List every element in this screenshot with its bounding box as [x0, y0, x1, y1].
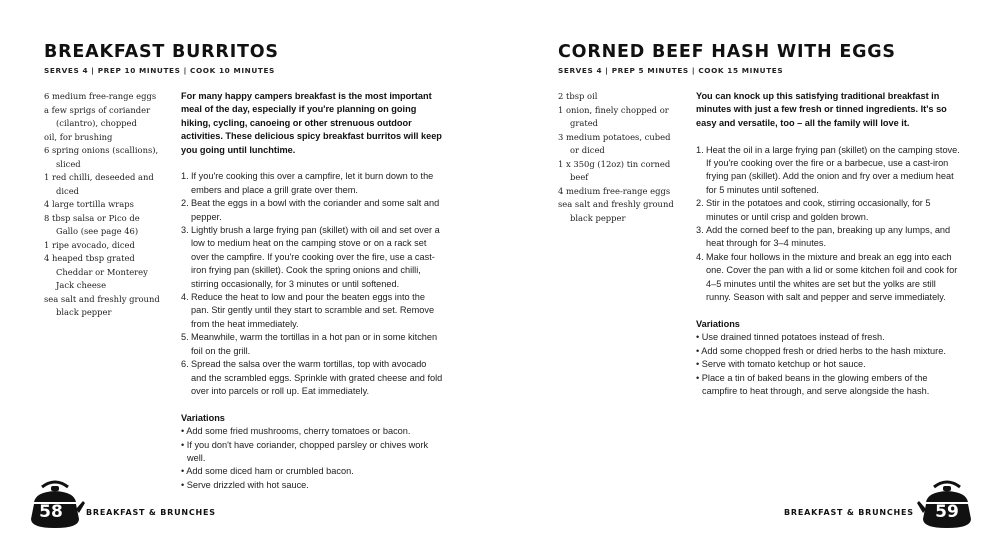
step-number: 3.: [181, 225, 189, 236]
step-number: 5.: [181, 332, 189, 343]
ingredient-item: 4 medium free-range eggs: [558, 185, 671, 196]
method-step: [696, 144, 960, 198]
bullet-icon: •: [696, 359, 702, 370]
ingredient-list: [558, 90, 682, 225]
bullet-icon: •: [696, 332, 702, 343]
recipe-intro: For many happy campers breakfast is the most important meal of the day, especially if you're planning on going hiking, cycling, canoeing or other strenuous outdoor activities. These delicious spicy breakfast burritos will keep you going until lunchtime.: [181, 91, 442, 155]
recipe-title: CORNED BEEF HASH WITH EGGS: [558, 42, 896, 62]
method-column: [181, 90, 443, 492]
step-text: Spread the salsa over the warm tortillas, top with avocado and the scrambled eggs. Sprinkle with grated cheese and fold over into parcels or roll up. Eat immediately.: [191, 359, 443, 396]
variations-list: [696, 331, 960, 398]
variation-text: If you don't have coriander, chopped parsley or chives work well.: [186, 439, 429, 463]
step-text: Meanwhile, warm the tortillas in a hot pan or in some kitchen foil on the grill.: [191, 332, 438, 356]
ingredient-item: sea salt and freshly ground black pepper: [44, 293, 160, 317]
ingredient-item: 8 tbsp salsa or Pico de Gallo (see page 46): [44, 212, 140, 236]
ingredient-item: 4 heaped tbsp grated Cheddar or Monterey Jack cheese: [44, 253, 148, 290]
bullet-icon: •: [696, 345, 702, 356]
recipe-meta: SERVES 4 | PREP 5 MINUTES | COOK 15 MINUTES: [558, 66, 784, 75]
step-text: Stir in the potatoes and cook, stirring occasionally, for 5 minutes or until crisp and golden brown.: [706, 198, 931, 222]
method-step: [696, 251, 960, 305]
variation-text: Place a tin of baked beans in the glowing embers of the campfire to heat through, and serve alongside the hash.: [701, 372, 930, 396]
ingredient-item: sea salt and freshly ground black pepper: [558, 199, 674, 223]
step-number: 1.: [696, 144, 704, 155]
step-number: 4.: [181, 292, 189, 303]
variation-item: [181, 425, 443, 438]
ingredient-item: 6 medium free-range eggs: [44, 91, 157, 101]
method-step: [181, 170, 443, 197]
step-text: Heat the oil in a large frying pan (skillet) on the camping stove. If you're cooking over the fire or a barbecue, use a cast-iron frying pan (skillet). Add the onion and fry over a medium heat for 5 minutes until softened.: [706, 144, 960, 195]
step-number: 2.: [181, 198, 189, 209]
recipe-intro: You can knock up this satisfying traditional breakfast in minutes with just a few fresh or tinned ingredients. It's so easy and versatile, too – all the family will love it.: [696, 91, 947, 128]
step-text: Make four hollows in the mixture and break an egg into each one. Cover the pan with a lid or some kitchen foil and cook for 4–5 minutes until the whites are set but the yolks are still runny. Season with salt and pepper and serve immediately.: [706, 251, 958, 303]
ingredient-item: 1 x 350g (12oz) tin corned beef: [558, 158, 671, 182]
method-steps: [696, 144, 960, 305]
method-step: [181, 197, 443, 224]
variation-item: [181, 439, 443, 466]
recipe-meta: SERVES 4 | PREP 10 MINUTES | COOK 10 MINUTES: [44, 66, 275, 75]
step-text: Beat the eggs in a bowl with the coriander and some salt and pepper.: [191, 198, 440, 222]
recipe-title: BREAKFAST BURRITOS: [44, 42, 279, 62]
ingredient-item: a few sprigs of coriander (cilantro), chopped: [44, 104, 151, 128]
variation-text: Add some chopped fresh or dried herbs to the hash mixture.: [701, 345, 946, 356]
step-number: 3.: [696, 225, 704, 236]
ingredient-list: [44, 90, 164, 320]
variation-text: Use drained tinned potatoes instead of fresh.: [701, 332, 885, 343]
step-text: Reduce the heat to low and pour the beaten eggs into the pan. Stir gently until they start to scramble and set. Remove from the heat immediately.: [191, 292, 435, 329]
ingredient-item: 2 tbsp oil: [558, 91, 598, 101]
method-step: [181, 224, 443, 291]
chapter-footer: BREAKFAST & BRUNCHES: [784, 508, 914, 517]
variations-heading: Variations: [696, 318, 740, 329]
variation-item: [181, 465, 443, 478]
step-number: 6.: [181, 359, 189, 370]
step-number: 2.: [696, 198, 704, 209]
method-column: [696, 90, 960, 398]
method-step: [696, 224, 960, 251]
page-number: 59: [935, 502, 959, 522]
ingredient-item: 1 red chilli, deseeded and diced: [44, 172, 154, 196]
bullet-icon: •: [181, 466, 187, 477]
step-text: Add the corned beef to the pan, breaking up any lumps, and heat through for 3–4 minutes.: [706, 225, 951, 249]
variation-text: Serve drizzled with hot sauce.: [186, 479, 309, 490]
variation-text: Add some diced ham or crumbled bacon.: [186, 466, 354, 477]
method-step: [181, 358, 443, 398]
method-step: [181, 291, 443, 331]
variation-text: Add some fried mushrooms, cherry tomatoes or bacon.: [186, 426, 411, 437]
chapter-footer: BREAKFAST & BRUNCHES: [86, 508, 216, 517]
ingredient-item: 6 spring onions (scallions), sliced: [44, 145, 159, 169]
variation-text: Serve with tomato ketchup or hot sauce.: [701, 359, 866, 370]
variation-item: [696, 372, 960, 399]
bullet-icon: •: [181, 439, 187, 450]
ingredient-item: 4 large tortilla wraps: [44, 199, 134, 209]
method-steps: [181, 170, 443, 398]
bullet-icon: •: [696, 372, 702, 383]
method-step: [696, 197, 960, 224]
step-number: 1.: [181, 171, 189, 182]
variation-item: [696, 358, 960, 371]
right-page: [500, 0, 1000, 559]
step-text: Lightly brush a large frying pan (skillet) with oil and set over a low to medium heat on the camping stove or on a rack set over the campfire. If you're cooking over the fire, use a cast-iron frying pan (skillet). Cook the spring onions and chilli, stirring occasionally, for 3 minutes or until softened.: [191, 225, 440, 289]
bullet-icon: •: [181, 479, 187, 490]
page-number: 58: [39, 502, 63, 522]
ingredient-item: 3 medium potatoes, cubed or diced: [558, 131, 671, 155]
ingredient-item: oil, for brushing: [44, 131, 113, 142]
variation-item: [696, 331, 960, 344]
step-number: 4.: [696, 251, 704, 262]
variations-heading: Variations: [181, 412, 225, 423]
bullet-icon: •: [181, 426, 187, 437]
ingredient-item: 1 ripe avocado, diced: [44, 239, 135, 250]
method-step: [181, 331, 443, 358]
variations-list: [181, 425, 443, 492]
variation-item: [181, 479, 443, 492]
step-text: If you're cooking this over a campfire, let it burn down to the embers and place a grill grate over them.: [191, 171, 434, 195]
ingredient-item: 1 onion, finely chopped or grated: [558, 104, 669, 128]
variation-item: [696, 345, 960, 358]
